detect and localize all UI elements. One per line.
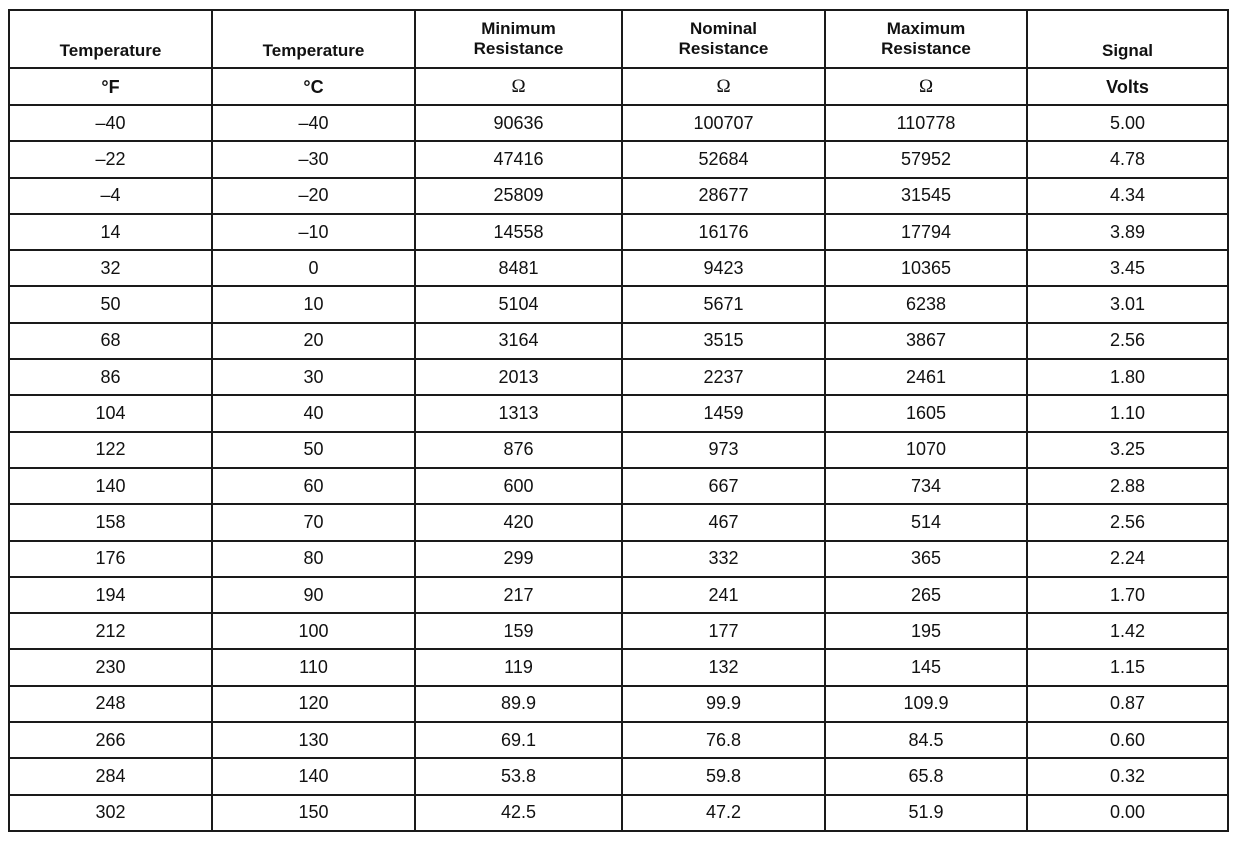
cell-temperature-c: 60 — [212, 468, 415, 504]
cell-signal-volts: 1.42 — [1027, 613, 1228, 649]
column-header-label: Temperature — [59, 41, 162, 60]
cell-signal-volts: 0.00 — [1027, 795, 1228, 831]
cell-maximum-resistance: 514 — [825, 504, 1027, 540]
cell-signal-volts: 2.56 — [1027, 323, 1228, 359]
column-header-nominal-resistance — [622, 10, 825, 68]
cell-nominal-resistance: 100707 — [622, 105, 825, 141]
cell-minimum-resistance: 25809 — [415, 178, 622, 214]
cell-nominal-resistance: 3515 — [622, 323, 825, 359]
cell-nominal-resistance: 132 — [622, 649, 825, 685]
table-row — [9, 432, 1228, 468]
cell-temperature-c: –20 — [212, 178, 415, 214]
cell-temperature-f: 212 — [9, 613, 212, 649]
column-header-temperature-c — [212, 10, 415, 68]
cell-nominal-resistance: 973 — [622, 432, 825, 468]
cell-nominal-resistance: 52684 — [622, 141, 825, 177]
cell-temperature-f: 266 — [9, 722, 212, 758]
cell-maximum-resistance: 365 — [825, 541, 1027, 577]
cell-temperature-c: 110 — [212, 649, 415, 685]
table-row — [9, 758, 1228, 794]
cell-maximum-resistance: 3867 — [825, 323, 1027, 359]
cell-signal-volts: 3.45 — [1027, 250, 1228, 286]
cell-maximum-resistance: 110778 — [825, 105, 1027, 141]
cell-nominal-resistance: 28677 — [622, 178, 825, 214]
cell-signal-volts: 4.34 — [1027, 178, 1228, 214]
cell-signal-volts: 1.10 — [1027, 395, 1228, 431]
cell-nominal-resistance: 241 — [622, 577, 825, 613]
column-header-label-line1: Nominal — [689, 19, 758, 38]
column-header-signal — [1027, 10, 1228, 68]
cell-nominal-resistance: 99.9 — [622, 686, 825, 722]
cell-minimum-resistance: 14558 — [415, 214, 622, 250]
table-row — [9, 541, 1228, 577]
cell-temperature-f: 230 — [9, 649, 212, 685]
column-header-label-line1: Minimum — [481, 19, 556, 38]
cell-maximum-resistance: 31545 — [825, 178, 1027, 214]
unit-ohm-minimum: Ω — [415, 68, 622, 105]
cell-minimum-resistance: 2013 — [415, 359, 622, 395]
cell-temperature-f: 14 — [9, 214, 212, 250]
cell-signal-volts: 0.32 — [1027, 758, 1228, 794]
unit-row — [9, 68, 1228, 105]
cell-signal-volts: 2.88 — [1027, 468, 1228, 504]
unit-volts: Volts — [1027, 68, 1228, 105]
cell-temperature-c: 140 — [212, 758, 415, 794]
column-header-label-line2: Resistance — [881, 39, 971, 58]
cell-temperature-f: 32 — [9, 250, 212, 286]
cell-minimum-resistance: 47416 — [415, 141, 622, 177]
cell-temperature-c: 120 — [212, 686, 415, 722]
column-header-label-line2: Resistance — [473, 39, 564, 58]
cell-nominal-resistance: 5671 — [622, 286, 825, 322]
cell-temperature-f: 284 — [9, 758, 212, 794]
cell-temperature-c: 150 — [212, 795, 415, 831]
cell-temperature-f: 248 — [9, 686, 212, 722]
table-row — [9, 359, 1228, 395]
table-row — [9, 686, 1228, 722]
cell-temperature-f: –40 — [9, 105, 212, 141]
cell-nominal-resistance: 1459 — [622, 395, 825, 431]
cell-maximum-resistance: 265 — [825, 577, 1027, 613]
cell-maximum-resistance: 2461 — [825, 359, 1027, 395]
cell-maximum-resistance: 57952 — [825, 141, 1027, 177]
cell-temperature-f: 158 — [9, 504, 212, 540]
table-row — [9, 286, 1228, 322]
cell-temperature-c: 30 — [212, 359, 415, 395]
cell-temperature-f: –22 — [9, 141, 212, 177]
column-header-label-line1: Maximum — [886, 19, 966, 38]
cell-minimum-resistance: 89.9 — [415, 686, 622, 722]
cell-nominal-resistance: 16176 — [622, 214, 825, 250]
cell-signal-volts: 0.60 — [1027, 722, 1228, 758]
column-header-minimum-resistance — [415, 10, 622, 68]
table-row — [9, 141, 1228, 177]
cell-maximum-resistance: 10365 — [825, 250, 1027, 286]
cell-nominal-resistance: 467 — [622, 504, 825, 540]
cell-minimum-resistance: 8481 — [415, 250, 622, 286]
cell-minimum-resistance: 600 — [415, 468, 622, 504]
cell-minimum-resistance: 53.8 — [415, 758, 622, 794]
table-row — [9, 105, 1228, 141]
cell-signal-volts: 1.70 — [1027, 577, 1228, 613]
column-header-label-line2: Resistance — [678, 39, 769, 58]
table-body — [9, 105, 1228, 831]
resistance-table — [8, 9, 1229, 832]
cell-temperature-f: 140 — [9, 468, 212, 504]
column-header-label: Signal — [1101, 41, 1153, 60]
cell-nominal-resistance: 667 — [622, 468, 825, 504]
cell-temperature-c: –10 — [212, 214, 415, 250]
cell-minimum-resistance: 1313 — [415, 395, 622, 431]
cell-maximum-resistance: 65.8 — [825, 758, 1027, 794]
header-row — [9, 10, 1228, 68]
cell-temperature-c: 130 — [212, 722, 415, 758]
cell-nominal-resistance: 332 — [622, 541, 825, 577]
cell-minimum-resistance: 159 — [415, 613, 622, 649]
table-row — [9, 178, 1228, 214]
cell-signal-volts: 3.01 — [1027, 286, 1228, 322]
unit-ohm-nominal: Ω — [622, 68, 825, 105]
cell-temperature-f: 104 — [9, 395, 212, 431]
table-row — [9, 649, 1228, 685]
cell-minimum-resistance: 420 — [415, 504, 622, 540]
cell-temperature-f: 86 — [9, 359, 212, 395]
cell-temperature-f: 122 — [9, 432, 212, 468]
cell-minimum-resistance: 90636 — [415, 105, 622, 141]
cell-temperature-c: 10 — [212, 286, 415, 322]
cell-temperature-f: 302 — [9, 795, 212, 831]
cell-temperature-c: 90 — [212, 577, 415, 613]
cell-temperature-f: 68 — [9, 323, 212, 359]
cell-nominal-resistance: 47.2 — [622, 795, 825, 831]
column-header-maximum-resistance — [825, 10, 1027, 68]
unit-fahrenheit: °F — [9, 68, 212, 105]
cell-maximum-resistance: 84.5 — [825, 722, 1027, 758]
cell-maximum-resistance: 195 — [825, 613, 1027, 649]
cell-signal-volts: 4.78 — [1027, 141, 1228, 177]
cell-minimum-resistance: 119 — [415, 649, 622, 685]
cell-temperature-c: 20 — [212, 323, 415, 359]
cell-nominal-resistance: 177 — [622, 613, 825, 649]
cell-temperature-c: 100 — [212, 613, 415, 649]
cell-maximum-resistance: 109.9 — [825, 686, 1027, 722]
table-row — [9, 722, 1228, 758]
cell-temperature-f: 194 — [9, 577, 212, 613]
cell-minimum-resistance: 69.1 — [415, 722, 622, 758]
cell-maximum-resistance: 1070 — [825, 432, 1027, 468]
unit-celsius: °C — [212, 68, 415, 105]
cell-minimum-resistance: 299 — [415, 541, 622, 577]
table-row — [9, 504, 1228, 540]
table-row — [9, 214, 1228, 250]
table-row — [9, 250, 1228, 286]
cell-nominal-resistance: 76.8 — [622, 722, 825, 758]
cell-temperature-c: 80 — [212, 541, 415, 577]
cell-temperature-c: 50 — [212, 432, 415, 468]
cell-nominal-resistance: 59.8 — [622, 758, 825, 794]
table-row — [9, 795, 1228, 831]
cell-signal-volts: 1.80 — [1027, 359, 1228, 395]
column-header-temperature-f — [9, 10, 212, 68]
cell-minimum-resistance: 876 — [415, 432, 622, 468]
cell-temperature-c: –40 — [212, 105, 415, 141]
cell-temperature-f: 50 — [9, 286, 212, 322]
cell-signal-volts: 2.24 — [1027, 541, 1228, 577]
cell-minimum-resistance: 3164 — [415, 323, 622, 359]
unit-ohm-maximum: Ω — [825, 68, 1027, 105]
cell-nominal-resistance: 2237 — [622, 359, 825, 395]
cell-temperature-f: –4 — [9, 178, 212, 214]
cell-maximum-resistance: 145 — [825, 649, 1027, 685]
cell-temperature-c: 40 — [212, 395, 415, 431]
table-row — [9, 323, 1228, 359]
column-header-label: Temperature — [262, 41, 365, 60]
cell-maximum-resistance: 1605 — [825, 395, 1027, 431]
cell-temperature-c: –30 — [212, 141, 415, 177]
cell-signal-volts: 3.89 — [1027, 214, 1228, 250]
cell-minimum-resistance: 5104 — [415, 286, 622, 322]
cell-signal-volts: 5.00 — [1027, 105, 1228, 141]
cell-temperature-f: 176 — [9, 541, 212, 577]
cell-signal-volts: 1.15 — [1027, 649, 1228, 685]
cell-signal-volts: 3.25 — [1027, 432, 1228, 468]
table-row — [9, 468, 1228, 504]
cell-nominal-resistance: 9423 — [622, 250, 825, 286]
cell-maximum-resistance: 17794 — [825, 214, 1027, 250]
cell-maximum-resistance: 734 — [825, 468, 1027, 504]
cell-temperature-c: 70 — [212, 504, 415, 540]
cell-signal-volts: 2.56 — [1027, 504, 1228, 540]
cell-minimum-resistance: 42.5 — [415, 795, 622, 831]
cell-minimum-resistance: 217 — [415, 577, 622, 613]
cell-temperature-c: 0 — [212, 250, 415, 286]
table-row — [9, 395, 1228, 431]
table-row — [9, 577, 1228, 613]
cell-maximum-resistance: 6238 — [825, 286, 1027, 322]
cell-signal-volts: 0.87 — [1027, 686, 1228, 722]
table-row — [9, 613, 1228, 649]
cell-maximum-resistance: 51.9 — [825, 795, 1027, 831]
